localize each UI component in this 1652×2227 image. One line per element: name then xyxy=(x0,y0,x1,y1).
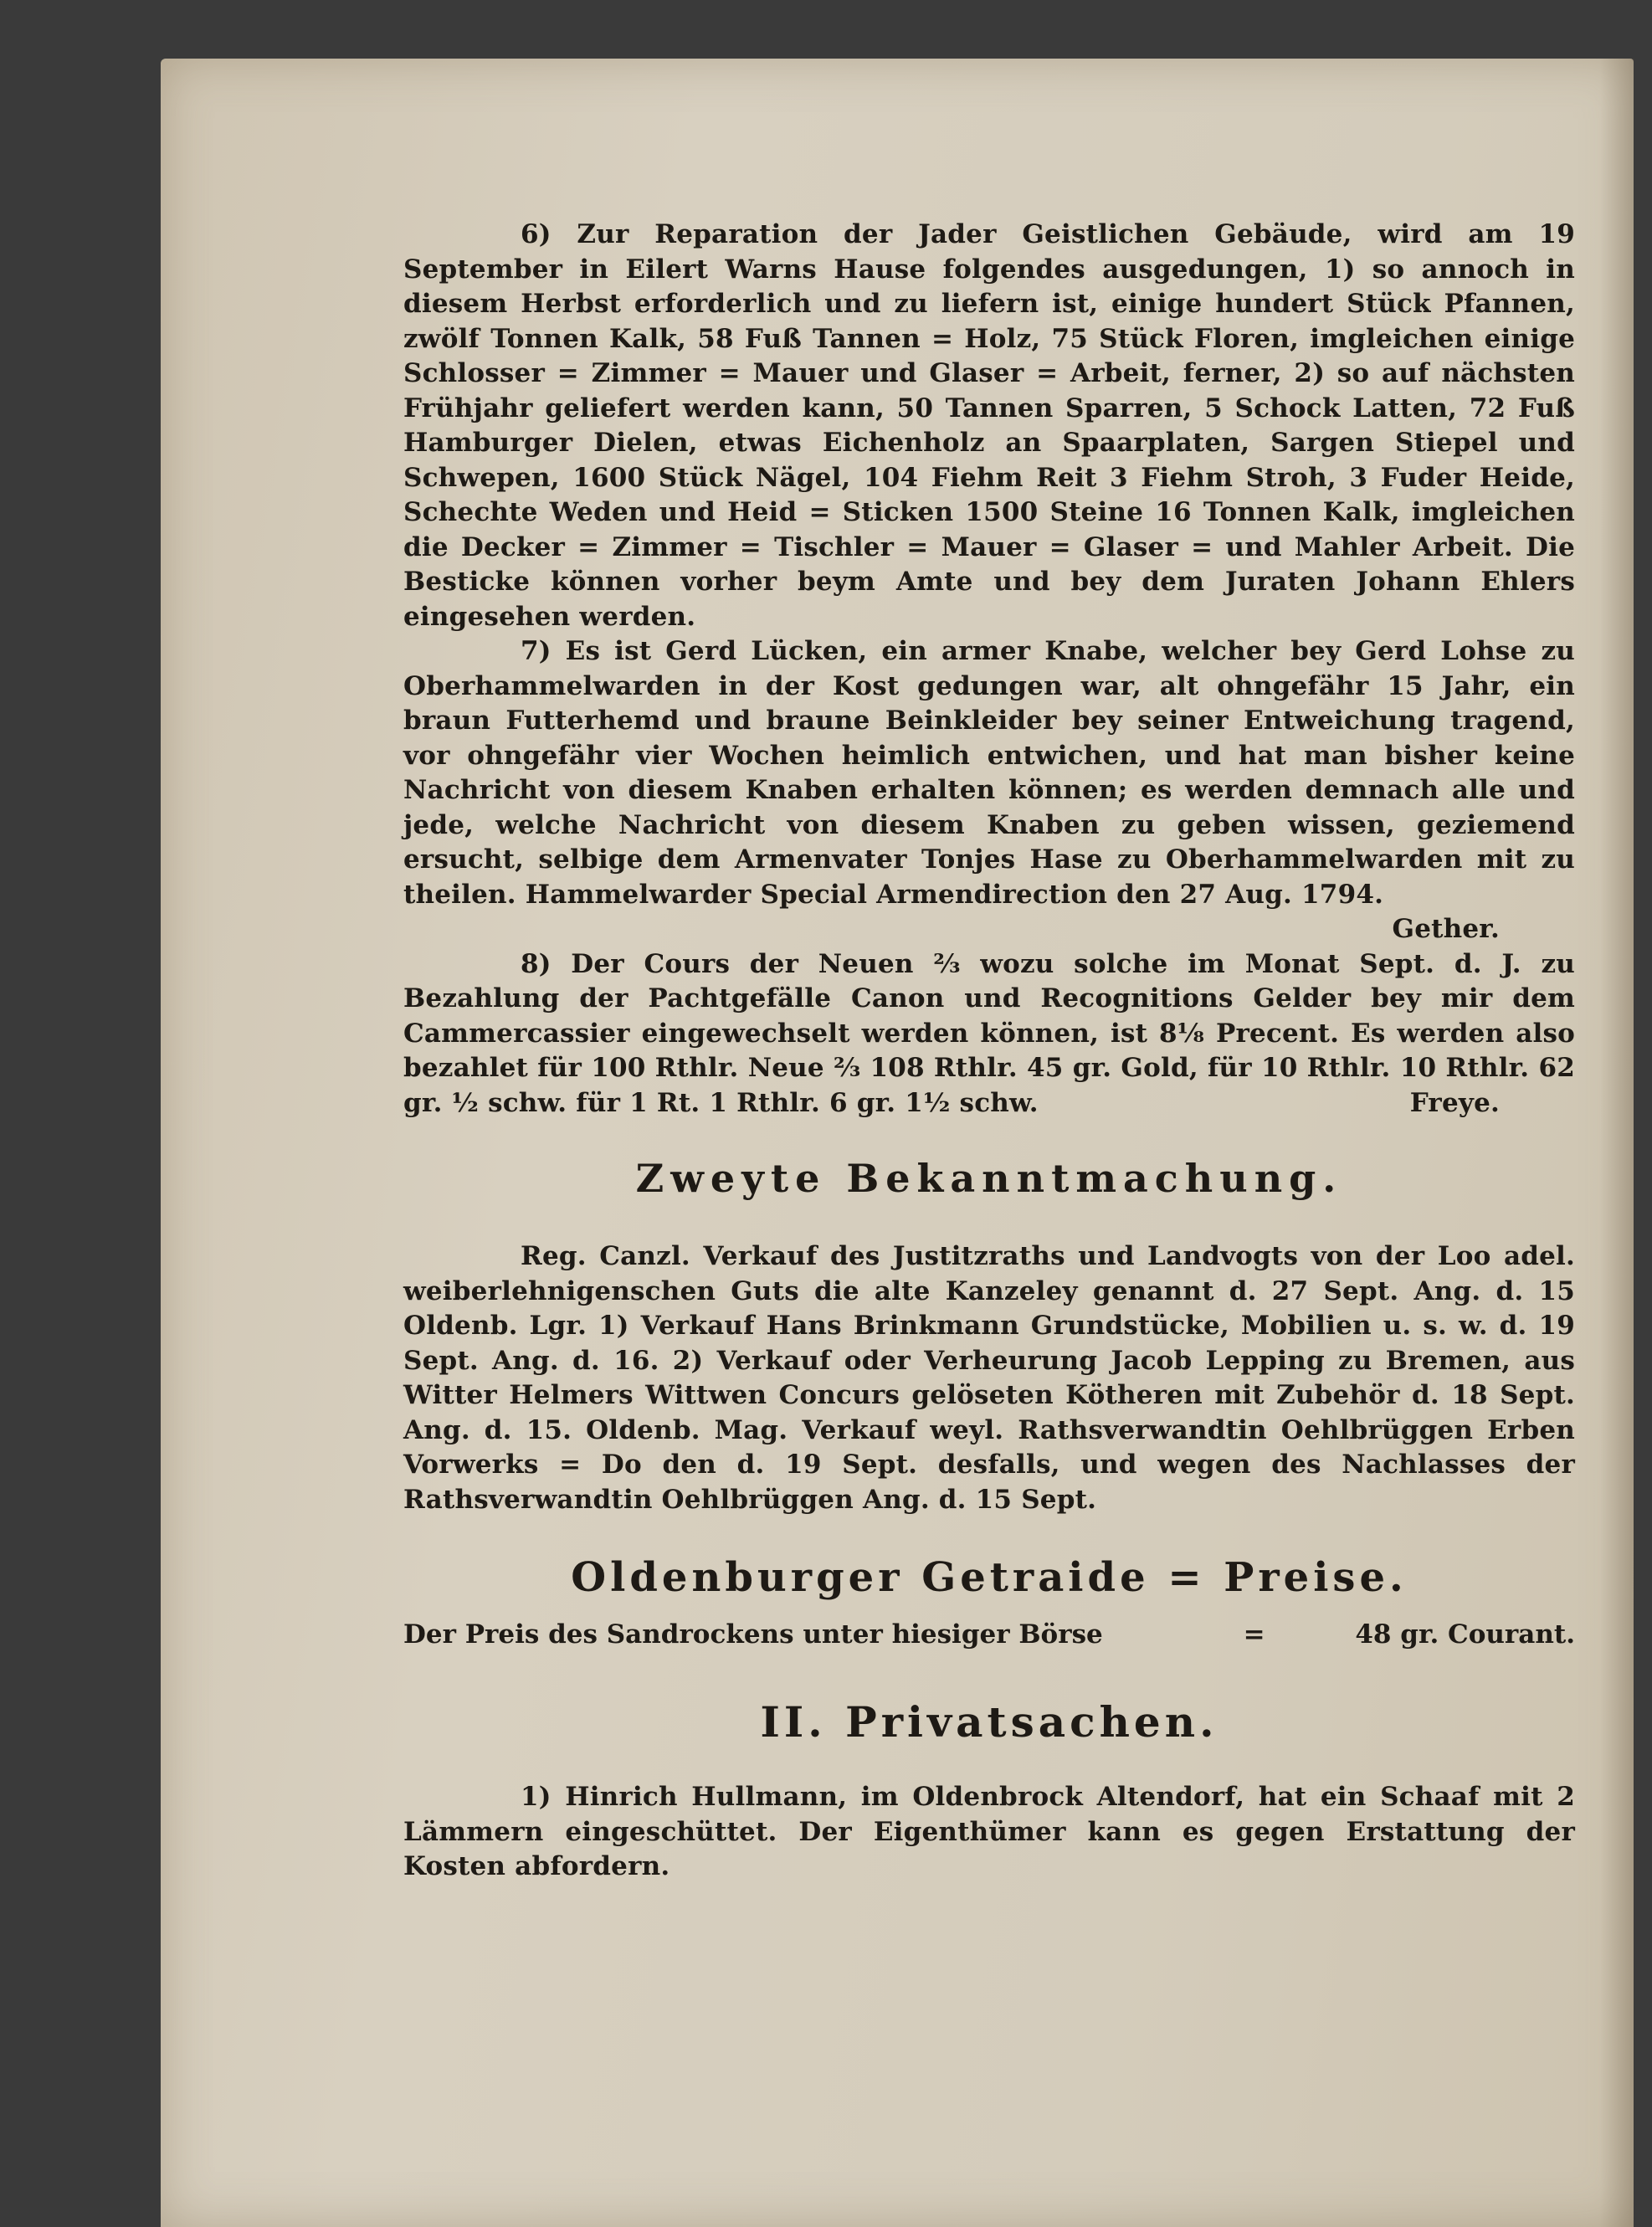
privatsachen-notice-1: 1) Hinrich Hullmann, im Oldenbrock Altendorf, hat ein Schaaf mit 2 Lämmern eingeschüttet. Der Eigenthümer kann es gegen Erstattung der Kosten abfordern. xyxy=(403,1782,1575,1881)
grain-price-equals: = xyxy=(1243,1619,1265,1650)
document-page xyxy=(161,59,1634,2227)
notice-8-text: 8) Der Cours der Neuen ⅔ wozu solche im Monat Sept. d. J. zu Bezahlung der Pachtgefälle Canon und Recognitions Gelder bey mir dem Cammercassier eingewechselt werden können, ist 8⅛ Precent. Es werden also bezahlet für 100 Rthlr. Neue ⅔ 108 Rthlr. 45 gr. Gold, für 10 Rthlr. 10 Rthlr. 62 gr. ½ schw. für 1 Rt. 1 Rthlr. 6 gr. 1½ schw. xyxy=(403,948,1575,1118)
notice-6: 6) Zur Reparation der Jader Geistlichen Gebäude, wird am 19 September in Eilert Warns Hause folgendes ausgedungen, 1) so annoch in diesem Herbst erforderlich und zu liefern ist, einige hundert Stück Pfannen, zwölf Tonnen Kalk, 58 Fuß Tannen = Holz, 75 Stück Floren, imgleichen einige Schlosser = Zimmer = Mauer und Glaser = Arbeit, ferner, 2) so auf nächsten Frühjahr geliefert werden kann, 50 Tannen Sparren, 5 Schock Latten, 72 Fuß Hamburger Dielen, etwas Eichenholz an Spaarplaten, Sargen Stiepel und Schwepen, 1600 Stück Nägel, 104 Fiehm Reit 3 Fiehm Stroh, 3 Fuder Heide, Schechte Weden und Heid = Sticken 1500 Steine 16 Tonnen Kalk, imgleichen die Decker = Zimmer = Tischler = Mauer = Glaser = und Mahler Arbeit. Die Besticke können vorher beym Amte und bey dem Juraten Johann Ehlers eingesehen werden. xyxy=(403,219,1575,632)
notice-7 xyxy=(403,634,1575,944)
grain-price-value: 48 gr. Courant. xyxy=(1355,1619,1575,1650)
notice-8 xyxy=(403,947,1575,1121)
notice-8-signature: Freye. xyxy=(1409,1087,1500,1118)
grain-price-label: Der Preis des Sandrockens unter hiesiger Börse xyxy=(403,1619,1103,1650)
heading-getraide-preise: Oldenburger Getraide = Preise. xyxy=(571,1554,1408,1601)
page-edge-shadow xyxy=(1600,59,1634,2227)
zweyte-bekanntmachung-text: Reg. Canzl. Verkauf des Justitzraths und Landvogts von der Loo adel. weiberlehnigenschen Guts die alte Kanzeley genannt d. 27 Sept. Ang. d. 15 Oldenb. Lgr. 1) Verkauf Hans Brinkmann Grundstücke, Mobilien u. s. w. d. 19 Sept. Ang. d. 16. 2) Verkauf oder Verheurung Jacob Lepping zu Bremen, aus Witter Helmers Wittwen Concurs gelöseten Kötheren mit Zubehör d. 18 Sept. Ang. d. 15. Oldenb. Mag. Verkauf weyl. Rathsverwandtin Oehlbrüggen Erben Vorwerks = Do den d. 19 Sept. desfalls, und wegen des Nachlasses der Rathsverwandtin Oehlbrüggen Ang. d. 15 Sept. xyxy=(403,1241,1575,1515)
notice-7-signature: Gether. xyxy=(1392,914,1500,944)
grain-price-line xyxy=(403,1618,1575,1652)
heading-zweyte-bekanntmachung: Zweyte Bekanntmachung. xyxy=(635,1156,1343,1201)
notice-7-text: 7) Es ist Gerd Lücken, ein armer Knabe, welcher bey Gerd Lohse zu Oberhammelwarden in der Kost gedungen war, alt ohngefähr 15 Jahr, ein braun Futterhemd und braune Beinkleider bey seiner Entweichung tragend, vor ohngefähr vier Wochen heimlich entwichen, und hat man bisher keine Nachricht von diesem Knaben erhalten können; es werden demnach alle und jede, welche Nachricht von diesem Knaben zu geben wissen, geziemend ersucht, selbige dem Armenvater Tonjes Hase zu Oberhammelwarden mit zu theilen. Hammelwarder Special Armendirection den 27 Aug. 1794. xyxy=(403,636,1575,910)
page-content xyxy=(403,218,1575,1885)
heading-privatsachen: II. Privatsachen. xyxy=(760,1697,1218,1747)
